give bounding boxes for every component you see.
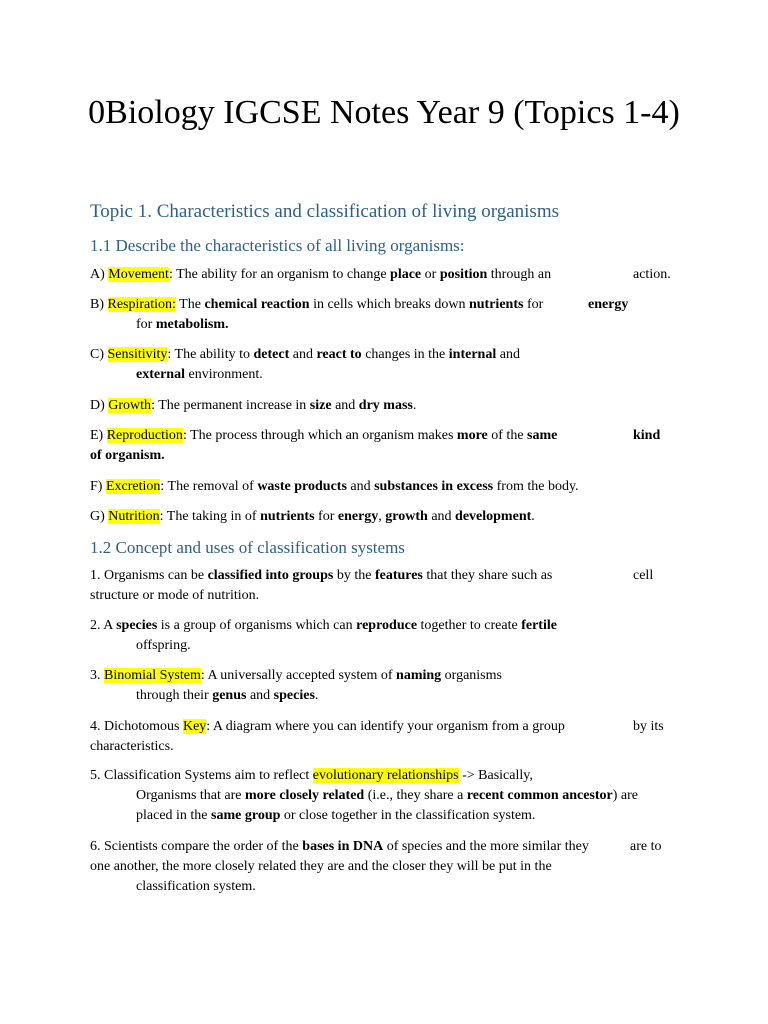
respiration-energy-text: energy	[588, 297, 629, 312]
highlight-sensitivity: Sensitivity	[107, 347, 168, 362]
movement-tail-text: action.	[633, 267, 671, 282]
classification-point-3: 3. Binomial System: A universally accepted system of naming organisms through their genus and species.	[90, 668, 502, 703]
characteristic-movement: A) Movement: The ability for an organism to change place or position through an	[90, 267, 552, 282]
characteristic-sensitivity: C) Sensitivity: The ability to detect and react to changes in the internal and external environment.	[90, 347, 520, 382]
section-1-1-heading: 1.1 Describe the characteristics of all living organisms:	[90, 236, 465, 255]
reproduction-kind-text: kind	[633, 428, 661, 443]
classification-point-5: 5. Classification Systems aim to reflect evolutionary relationships -> Basically, Organisms that are more closely related (i.e., they share a recent common ancestor) are placed in the same group or close together in the classification system.	[90, 768, 639, 823]
highlight-evolutionary-relationships: evolutionary relationships	[312, 768, 459, 783]
point-4-tail-text: by its	[633, 719, 664, 734]
highlight-key: Key	[182, 719, 207, 734]
classification-point-1: 1. Organisms can be classified into groups by the features that they share such as structure or mode of nutrition.	[90, 568, 553, 603]
characteristic-excretion: F) Excretion: The removal of waste products and substances in excess from the body.	[90, 479, 579, 494]
classification-point-4: 4. Dichotomous Key: A diagram where you can identify your organism from a group characteristics.	[90, 719, 565, 754]
document-title: 0Biology IGCSE Notes Year 9 (Topics 1-4)	[88, 94, 680, 131]
characteristic-reproduction: E) Reproduction: The process through which an organism makes more of the same of organism.	[90, 428, 558, 463]
highlight-growth: Growth	[108, 398, 152, 413]
highlight-binomial-system: Binomial System	[104, 668, 201, 683]
topic-heading: Topic 1. Characteristics and classification of living organisms	[90, 201, 559, 222]
highlight-reproduction: Reproduction	[106, 428, 183, 443]
classification-point-2: 2. A species is a group of organisms which can reproduce together to create fertile offspring.	[90, 618, 557, 653]
characteristic-growth: D) Growth: The permanent increase in size and dry mass.	[90, 398, 417, 413]
highlight-excretion: Excretion	[105, 479, 161, 494]
section-1-2-heading: 1.2 Concept and uses of classification systems	[90, 538, 405, 557]
point-6-tail-text: are to	[630, 839, 662, 854]
highlight-movement: Movement	[108, 267, 169, 282]
characteristic-respiration: B) Respiration: The chemical reaction in cells which breaks down nutrients for for metabolism.	[90, 297, 544, 332]
classification-point-6: 6. Scientists compare the order of the bases in DNA of species and the more similar they one another, the more closely related they are and the closer they will be put in the classification system.	[90, 839, 589, 894]
point-1-tail-text: cell	[633, 568, 654, 583]
characteristic-nutrition: G) Nutrition: The taking in of nutrients for energy, growth and development.	[90, 509, 535, 524]
highlight-nutrition: Nutrition	[108, 509, 160, 524]
highlight-respiration: Respiration:	[107, 297, 176, 312]
